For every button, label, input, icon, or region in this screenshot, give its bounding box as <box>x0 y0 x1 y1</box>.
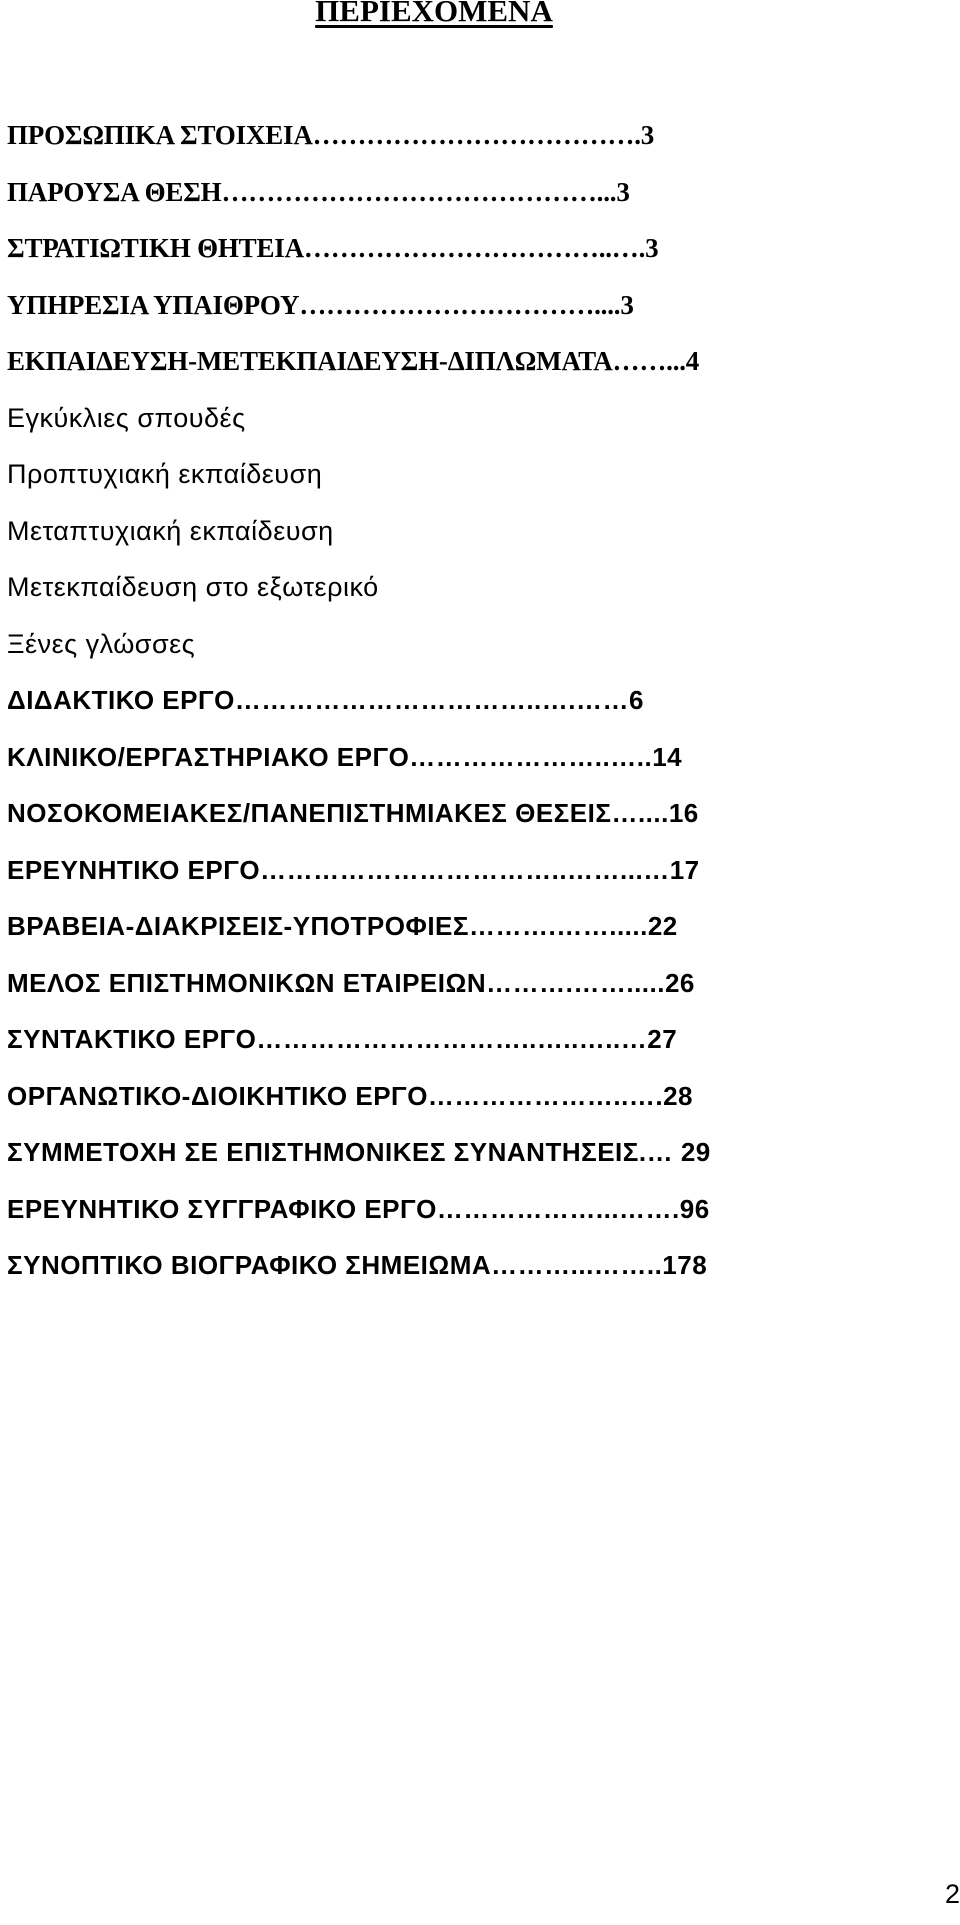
toc-subentry-postgraduate: Μεταπτυχιακή εκπαίδευση <box>7 515 334 546</box>
toc-entry-personal-details: ΠΡΟΣΩΠΙΚΑ ΣΤΟΙΧΕΙΑ……………………………….3 <box>7 120 655 150</box>
toc-subentry-secondary-studies: Εγκύκλιες σπουδές <box>7 402 246 433</box>
toc-entry-clinical-lab: ΚΛΙΝΙΚΟ/ΕΡΓΑΣΤΗΡΙΑΚΟ ΕΡΓΟ…………………..…..14 <box>7 741 683 772</box>
toc-entry-hospital-positions: ΝΟΣΟΚΟΜΕΙΑΚΕΣ/ΠΑΝΕΠΙΣΤΗΜΙΑΚΕΣ ΘΕΣΕΙΣ…....16 <box>7 798 699 828</box>
toc-entry-education: ΕΚΠΑΙΔΕΥΣΗ-ΜΕΤΕΚΠΑΙΔΕΥΣΗ-ΔΙΠΛΩΜΑΤΑ……...4 <box>7 346 700 376</box>
table-of-contents <box>7 107 947 1294</box>
toc-entry-teaching: ΔΙΔΑΚΤΙΚΟ ΕΡΓΟ……………………………..….……6 <box>7 685 644 715</box>
toc-entry-awards: ΒΡΑΒΕΙΑ-ΔΙΑΚΡΙΣΕΙΣ-ΥΠΟΤΡΟΦΙΕΣ……….…….....22 <box>7 911 678 941</box>
toc-subentry-undergraduate: Προπτυχιακή εκπαίδευση <box>7 459 323 489</box>
page-title: ΠΕΡΙΕΧΟΜΕΝΑ <box>315 0 553 28</box>
toc-entry-editorial: ΣΥΝΤΑΚΤΙΚΟ ΕΡΓΟ…………………………..…..…..…27 <box>7 1024 678 1054</box>
toc-entry-publications: ΕΡΕΥΝΗΤΙΚΟ ΣΥΓΓΡΑΦΙΚΟ ΕΡΓΟ………………...…….96 <box>7 1193 710 1224</box>
toc-entry-conferences: ΣΥΜΜΕΤΟΧΗ ΣΕ ΕΠΙΣΤΗΜΟΝΙΚΕΣ ΣΥΝΑΝΤΗΣΕΙΣ.… 29 <box>7 1137 711 1167</box>
toc-subentry-training-abroad: Μετεκπαίδευση στο εξωτερικό <box>7 572 379 602</box>
toc-entry-cv-summary: ΣΥΝΟΠΤΙΚΟ ΒΙΟΓΡΑΦΙΚΟ ΣΗΜΕΙΩΜΑ………...……..178 <box>7 1250 708 1280</box>
toc-subentry-foreign-languages: Ξένες γλώσσες <box>7 628 196 659</box>
toc-entry-memberships: ΜΕΛΟΣ ΕΠΙΣΤΗΜΟΝΙΚΩΝ ΕΤΑΙΡΕΙΩΝ……….…….....26 <box>7 967 695 998</box>
toc-entry-military-service: ΣΤΡΑΤΙΩΤΙΚΗ ΘΗΤΕΙΑ……………………………..….3 <box>7 233 659 263</box>
toc-entry-current-position: ΠΑΡΟΥΣΑ ΘΕΣΗ……………………………………...3 <box>7 176 630 207</box>
toc-entry-rural-service: ΥΠΗΡΕΣΙΑ ΥΠΑΙΘΡΟΥ……………………………....3 <box>7 289 634 320</box>
toc-entry-research: ΕΡΕΥΝΗΤΙΚΟ ΕΡΓΟ……………………………..……...…17 <box>7 854 700 885</box>
toc-entry-organizational: ΟΡΓΑΝΩΤΙΚΟ-ΔΙΟΙΚΗΤΙΚΟ ΕΡΓΟ…………………..….28 <box>7 1080 694 1111</box>
page-number: 2 <box>944 1879 960 1909</box>
